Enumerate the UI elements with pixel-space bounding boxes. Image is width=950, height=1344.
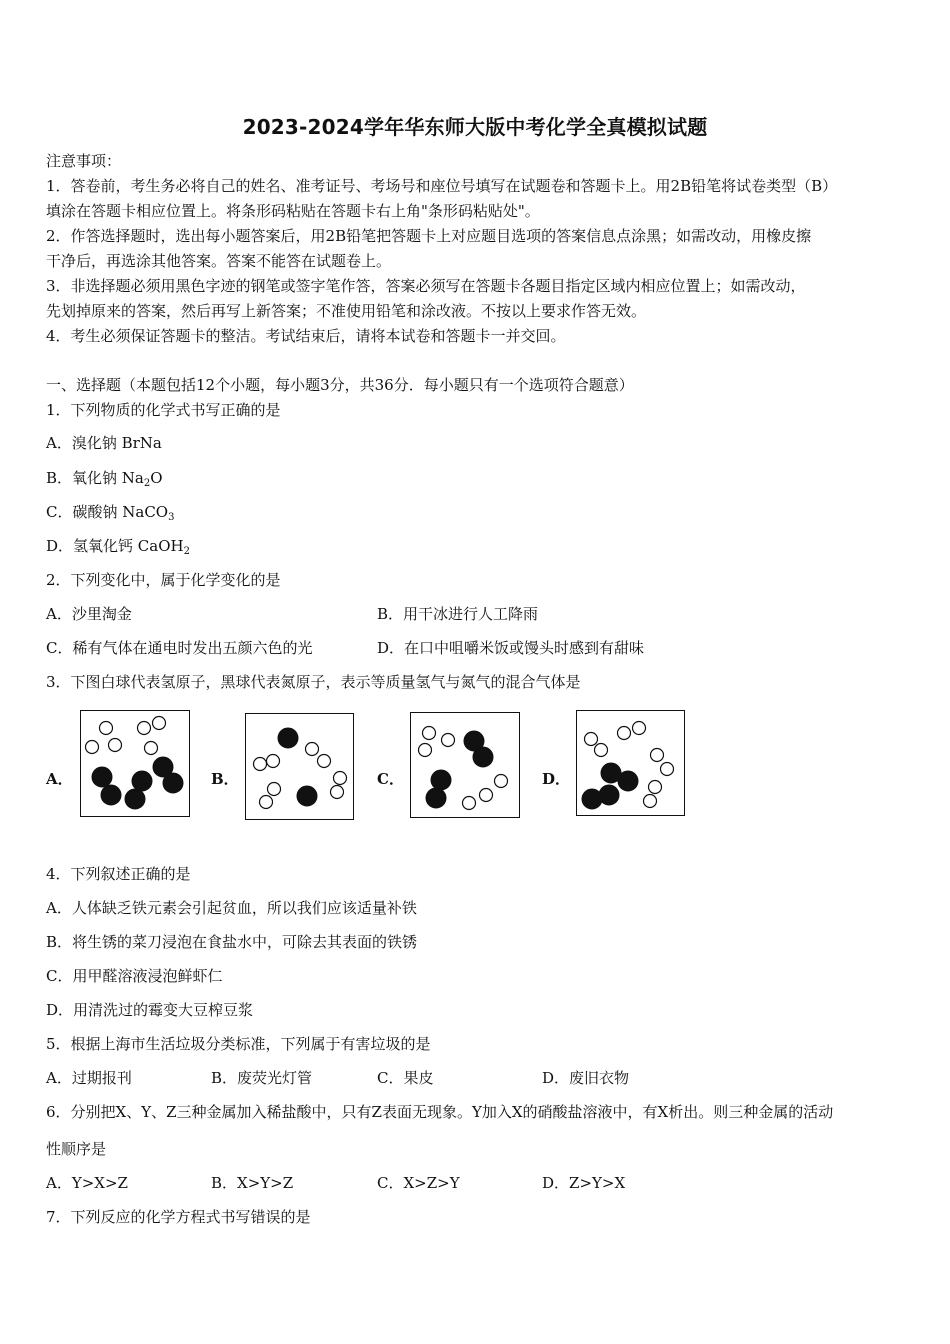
q6-option-d: D．Z>Y>X [542,1174,626,1192]
q4-option-d: D．用清洗过的霉变大豆榨豆浆 [46,1001,254,1019]
q1-option-d: D．氢氧化钙 CaOH$_2$ [46,537,190,557]
q2-option-c: C．稀有气体在通电时发出五颜六色的光 [46,639,313,657]
q3-diagram-c [410,712,520,818]
notice-line: 3．非选择题必须用黑色字迹的钢笔或签字笔作答，答案必须写在答题卡各题目指定区域内相应位置上；如需改动， [46,277,806,295]
notice-line: 干净后，再选涂其他答案。答案不能答在试题卷上。 [46,252,392,270]
q1-option-c: C．碳酸钠 NaCO$_3$ [46,503,175,523]
q2-option-a: A．沙里淘金 [46,605,132,623]
molecule-diagram-a [81,711,189,816]
q3-label-b: B． [211,770,239,788]
q1-option-b: B．氧化钠 $Na_2O$ [46,469,163,489]
q4-option-a: A．人体缺乏铁元素会引起贫血，所以我们应该适量补铁 [46,899,417,917]
q2-option-d: D．在口中咀嚼米饭或馒头时感到有甜味 [377,639,645,657]
question-6-stem-cont: 性顺序是 [46,1140,107,1158]
section-heading: 一、选择题（本题包括12个小题，每小题3分，共36分．每小题只有一个选项符合题意） [46,376,634,394]
q1-option-a: A．溴化钠 BrNa [46,434,162,452]
question-2-stem: 2．下列变化中，属于化学变化的是 [46,571,281,589]
q3-diagram-b [245,713,354,820]
molecule-diagram-c [411,713,519,817]
q5-option-b: B．废荧光灯管 [211,1069,313,1087]
q5-option-a: A．过期报刊 [46,1069,132,1087]
question-5-stem: 5．根据上海市生活垃圾分类标准，下列属于有害垃圾的是 [46,1035,431,1053]
q3-label-d: D． [542,770,571,788]
question-6-stem: 6．分别把X、Y、Z三种金属加入稀盐酸中，只有Z表面无现象。Y加入X的硝酸盐溶液中，有X析出。则三种金属的活动 [46,1103,834,1121]
q2-option-b: B．用干冰进行人工降雨 [377,605,539,623]
notice-line: 2．作答选择题时，选出每小题答案后，用2B铅笔把答题卡上对应题目选项的答案信息点涂黑；如需改动，用橡皮擦 [46,227,812,245]
molecule-diagram-b [246,714,353,819]
q5-option-d: D．废旧衣物 [542,1069,630,1087]
notice-line: 填涂在答题卡相应位置上。将条形码粘贴在答题卡右上角"条形码粘贴处"。 [46,202,540,220]
molecule-diagram-d [577,711,684,815]
q4-option-b: B．将生锈的菜刀浸泡在食盐水中，可除去其表面的铁锈 [46,933,418,951]
notice-heading: 注意事项： [46,152,122,170]
q6-option-c: C．X>Z>Y [377,1174,460,1192]
q4-option-c: C．用甲醛溶液浸泡鲜虾仁 [46,967,223,985]
question-3-stem: 3．下图白球代表氢原子，黑球代表氮原子，表示等质量氢气与氮气的混合气体是 [46,673,581,691]
notice-line: 4．考生必须保证答题卡的整洁。考试结束后，请将本试卷和答题卡一并交回。 [46,327,566,345]
question-7-stem: 7．下列反应的化学方程式书写错误的是 [46,1208,311,1226]
notice-line: 先划掉原来的答案，然后再写上新答案；不准使用铅笔和涂改液。不按以上要求作答无效。 [46,302,647,320]
q3-label-a: A． [46,770,73,788]
question-4-stem: 4．下列叙述正确的是 [46,865,191,883]
question-1-stem: 1．下列物质的化学式书写正确的是 [46,401,281,419]
q3-diagram-a [80,710,190,817]
q6-option-a: A．Y>X>Z [46,1174,128,1192]
q6-option-b: B．X>Y>Z [211,1174,294,1192]
q5-option-c: C．果皮 [377,1069,434,1087]
page-title: 2023-2024学年华东师大版中考化学全真模拟试题 [242,115,708,139]
q3-diagram-d [576,710,685,816]
q3-label-c: C． [377,770,404,788]
notice-line: 1．答卷前，考生务必将自己的姓名、准考证号、考场号和座位号填写在试题卷和答题卡上。用2B铅笔将试卷类型（B） [46,177,838,195]
